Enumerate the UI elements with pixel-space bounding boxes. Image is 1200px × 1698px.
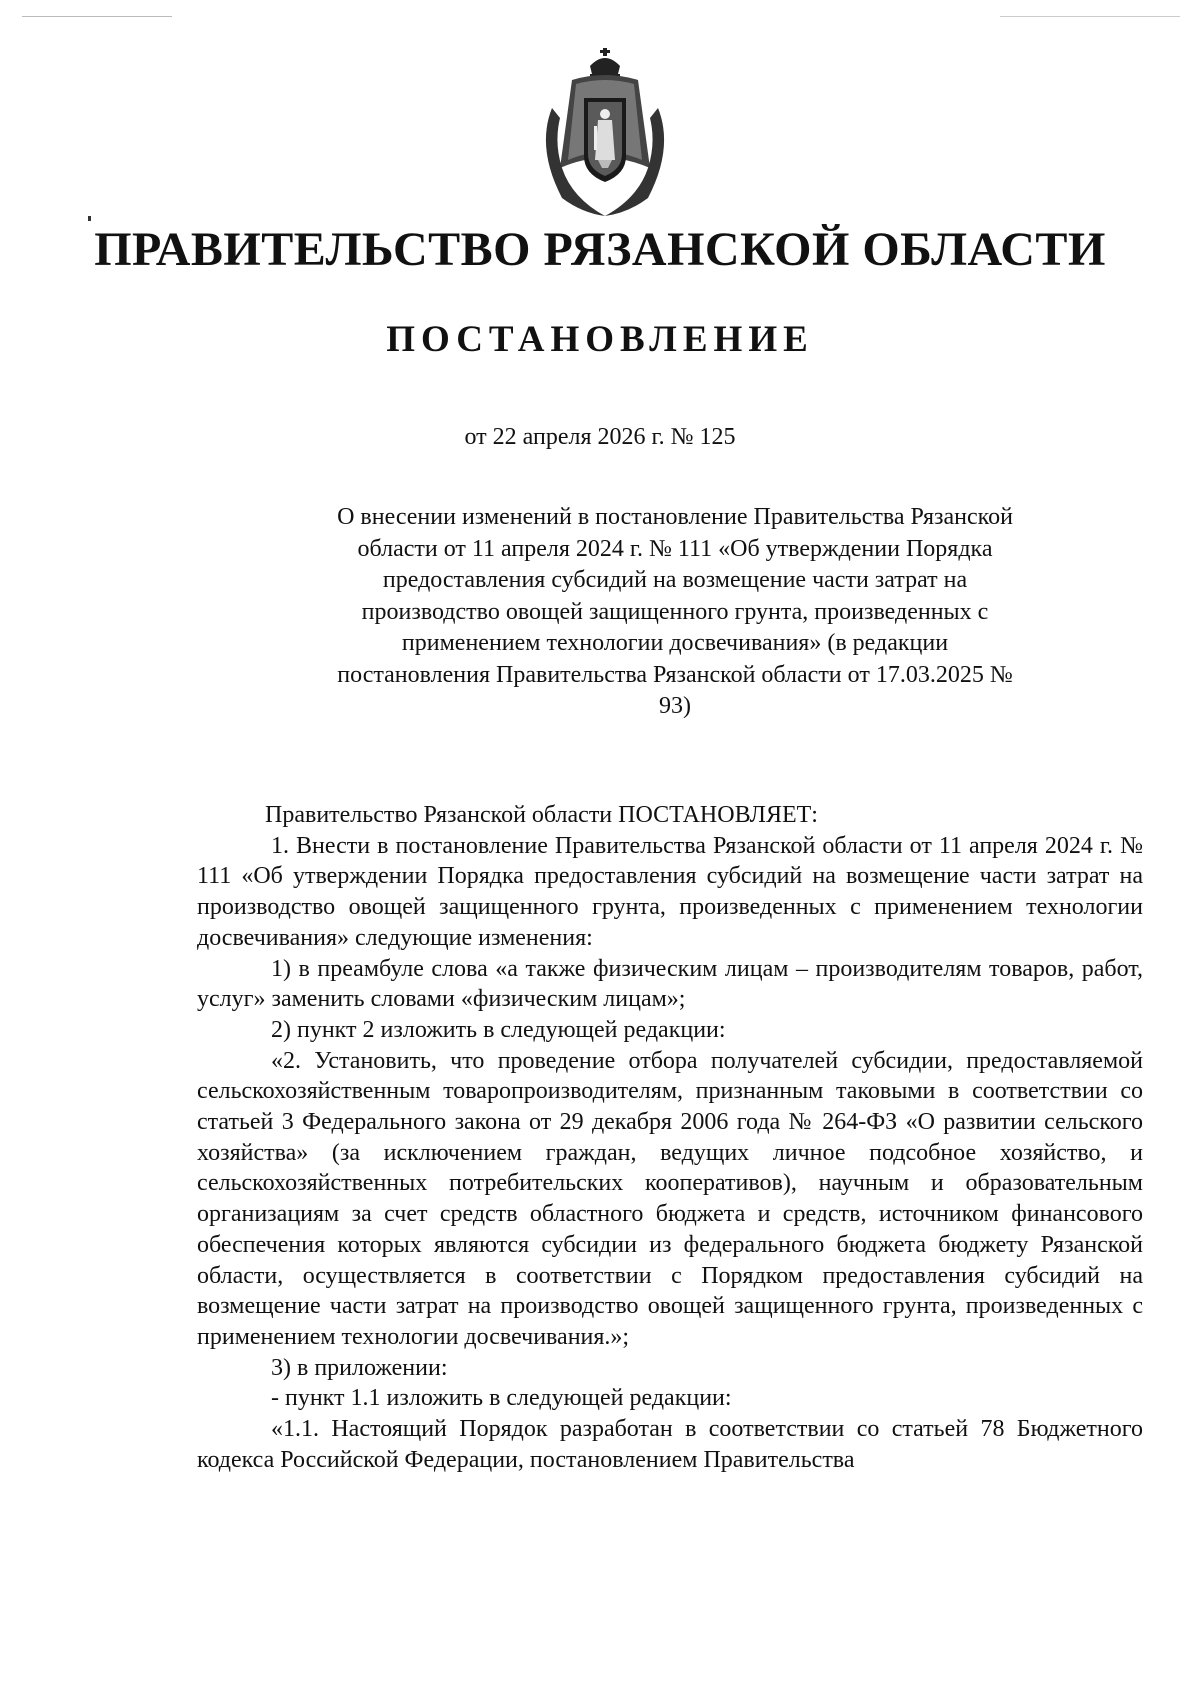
document-type: ПОСТАНОВЛЕНИЕ [386,319,814,360]
document-date-number: от 22 апреля 2026 г. № 125 [464,424,736,450]
document-body [197,800,1143,1475]
body-paragraph: Правительство Рязанской области ПОСТАНОВЛЯЕТ: [265,802,818,828]
scan-artifact [22,16,172,17]
scan-artifact [1000,16,1180,17]
scan-artifact [88,216,91,221]
document-subject: О внесении изменений в постановление Правительства Рязанской области от 11 апреля 2024 г. № 111 «Об утверждении Порядка предоставления субсидий на возмещение части затрат на производство овощей защищенного грунта, произведенных с применением технологии досвечивания» (в редакции постановления Правительства Рязанской области от 17.03.2025 № 93) [337,504,1013,719]
organization-title: ПРАВИТЕЛЬСТВО РЯЗАНСКОЙ ОБЛАСТИ [94,223,1106,276]
body-paragraph: - пункт 1.1 изложить в следующей редакции: [271,1385,732,1412]
coat-of-arms-icon [532,48,678,218]
body-paragraph: 2) пункт 2 изложить в следующей редакции: [271,1016,726,1043]
body-paragraph: «1.1. Настоящий Порядок разработан в соответствии со статьей 78 Бюджетного кодекса Российской Федерации, постановлением Правительства [197,1416,1143,1473]
body-paragraph: 3) в приложении: [271,1354,448,1381]
body-paragraph: 1. Внести в постановление Правительства Рязанской области от 11 апреля 2024 г. № 111 «Об утверждении Порядка предоставления субсидий на возмещение части затрат на производство овощей защищенного грунта, произведенных с применением технологии досвечивания» следующие изменения: [197,832,1143,951]
body-paragraph: 1) в преамбуле слова «а также физическим лицам – производителям товаров, работ, услуг» заменить словами «физическим лицам»; [197,955,1143,1013]
body-paragraph: «2. Установить, что проведение отбора получателей субсидии, предоставляемой сельскохозяйственным товаропроизводителям, признанным таковыми в соответствии со статьей 3 Федерального закона от 29 декабря 2006 года № 264-ФЗ «О развитии сельского хозяйства» (за исключением граждан, ведущих личное подсобное хозяйство, и сельскохозяйственных потребительских кооперативов), научным и образовательным организациям за счет средств областного бюджета и средств, источником финансового обеспечения которых являются субсидии из федерального бюджета бюджету Рязанской области, осуществляется в соответствии с Порядком предоставления субсидий на возмещение части затрат на производство овощей защищенного грунта, произведенных с применением технологии досвечивания.»; [197,1047,1143,1350]
